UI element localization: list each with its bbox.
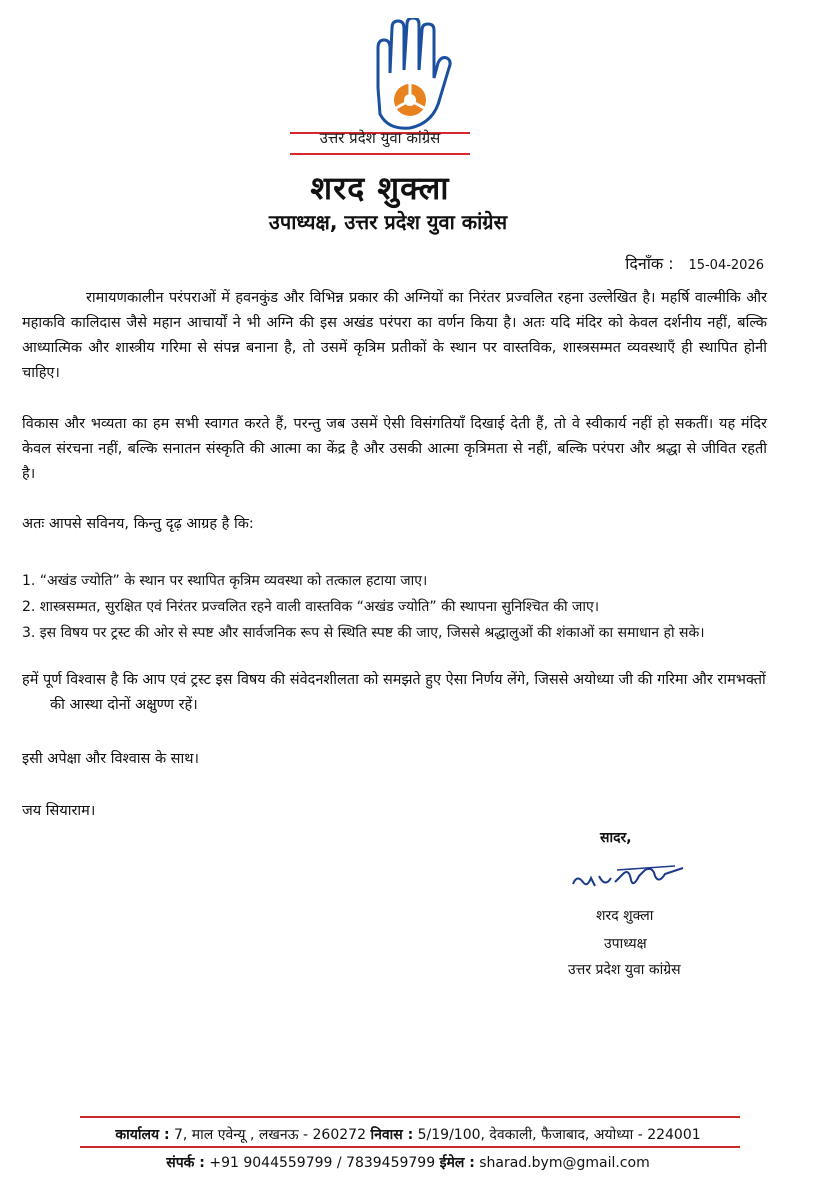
paragraph-4	[22, 668, 767, 718]
handwritten-signature	[565, 856, 695, 898]
residence-address: 5/19/100, देवकाली, फैजाबाद, अयोध्या - 224001	[417, 1127, 701, 1143]
paragraph-3: अतः आपसे सविनय, किन्तु दृढ़ आग्रह है कि:	[22, 516, 254, 532]
date-row	[625, 252, 764, 274]
office-address: 7, माल एवेन्यू , लखनऊ - 260272	[174, 1127, 366, 1143]
letterhead-designation: उपाध्यक्ष, उत्तर प्रदेश युवा कांग्रेस	[268, 210, 508, 234]
email-address: sharad.bym@gmail.com	[479, 1155, 650, 1171]
sadar-signoff: सादर,	[600, 830, 632, 846]
office-label: कार्यालय :	[115, 1127, 170, 1143]
email-label: ईमेल :	[439, 1155, 475, 1171]
org-name-bottom-rule	[290, 153, 470, 155]
paragraph-1: रामायणकालीन परंपराओं में हवनकुंड और विभिन्न प्रकार की अग्नियों का निरंतर प्रज्वलित रहना उल्लेखित है। महर्षि वाल्मीकि और महाकवि कालिदास जैसे महान आचार्यों ने भी अग्नि की इस अखंड परंपरा का वर्णन किया है। अतः यदि मंदिर को केवल दर्शनीय नहीं, बल्कि आध्यात्मिक और शास्त्रीय गरिमा से संपन्न बनाना है, तो उसमें कृत्रिम प्रतीकों के स्थान पर वास्तविक, शास्त्रसम्मत व्यवस्थाएँ ही स्थापित होनी चाहिए।	[22, 290, 767, 381]
footer-top-rule	[80, 1116, 740, 1118]
footer-contact-row	[0, 1153, 816, 1172]
paragraph-6: जय सियाराम।	[22, 803, 96, 819]
paragraph-4-line-2: की आस्था दोनों अक्षुण्ण रहें।	[50, 697, 198, 713]
letterhead-name: शरद शुक्ला	[310, 169, 450, 207]
signatory-name: शरद शुक्ला	[596, 908, 654, 924]
signatory-org: उत्तर प्रदेश युवा कांग्रेस	[568, 962, 681, 978]
signatory-designation: उपाध्यक्ष	[604, 936, 647, 952]
footer-middle-rule	[80, 1146, 740, 1148]
paragraph-4-line-1: हमें पूर्ण विश्वास है कि आप एवं ट्रस्ट इस विषय की संवेदनशीलता को समझते हुए ऐसा निर्णय लेंगे, जिससे अयोध्या जी की गरिमा और रामभक्तों	[22, 672, 766, 688]
org-name: उत्तर प्रदेश युवा कांग्रेस	[319, 129, 441, 147]
demand-item: 2. शास्त्रसम्मत, सुरक्षित एवं निरंतर प्रज्वलित रहने वाली वास्तविक “अखंड ज्योति” की स्थापना सुनिश्चित की जाए।	[22, 599, 600, 615]
contact-numbers: +91 9044559799 / 7839459799	[209, 1155, 436, 1171]
paragraph-5: इसी अपेक्षा और विश्वास के साथ।	[22, 751, 200, 767]
date-value: 15-04-2026	[688, 258, 764, 273]
demands-list	[22, 568, 782, 646]
demand-item: 3. इस विषय पर ट्रस्ट की ओर से स्पष्ट और सार्वजनिक रूप से स्थिति स्पष्ट की जाए, जिससे श्रद्धालुओं की शंकाओं का समाधान हो सके।	[22, 625, 705, 641]
contact-label: संपर्क :	[166, 1155, 205, 1171]
date-label: दिनाँक :	[625, 254, 674, 273]
footer-address-row	[0, 1125, 816, 1144]
demand-item: 1. “अखंड ज्योति” के स्थान पर स्थापित कृत्रिम व्यवस्था को तत्काल हटाया जाए।	[22, 573, 428, 589]
congress-hand-logo	[348, 18, 468, 136]
paragraph-2: विकास और भव्यता का हम सभी स्वागत करते हैं, परन्तु जब उसमें ऐसी विसंगतियाँ दिखाई देती हैं, तो वे स्वीकार्य नहीं हो सकतीं। यह मंदिर केवल संरचना नहीं, बल्कि सनातन संस्कृति की आत्मा का केंद्र है और उसकी आत्मा कृत्रिमता से नहीं, बल्कि परंपरा और श्रद्धा से जीवित रहती है।	[22, 416, 767, 482]
residence-label: निवास :	[370, 1127, 414, 1143]
